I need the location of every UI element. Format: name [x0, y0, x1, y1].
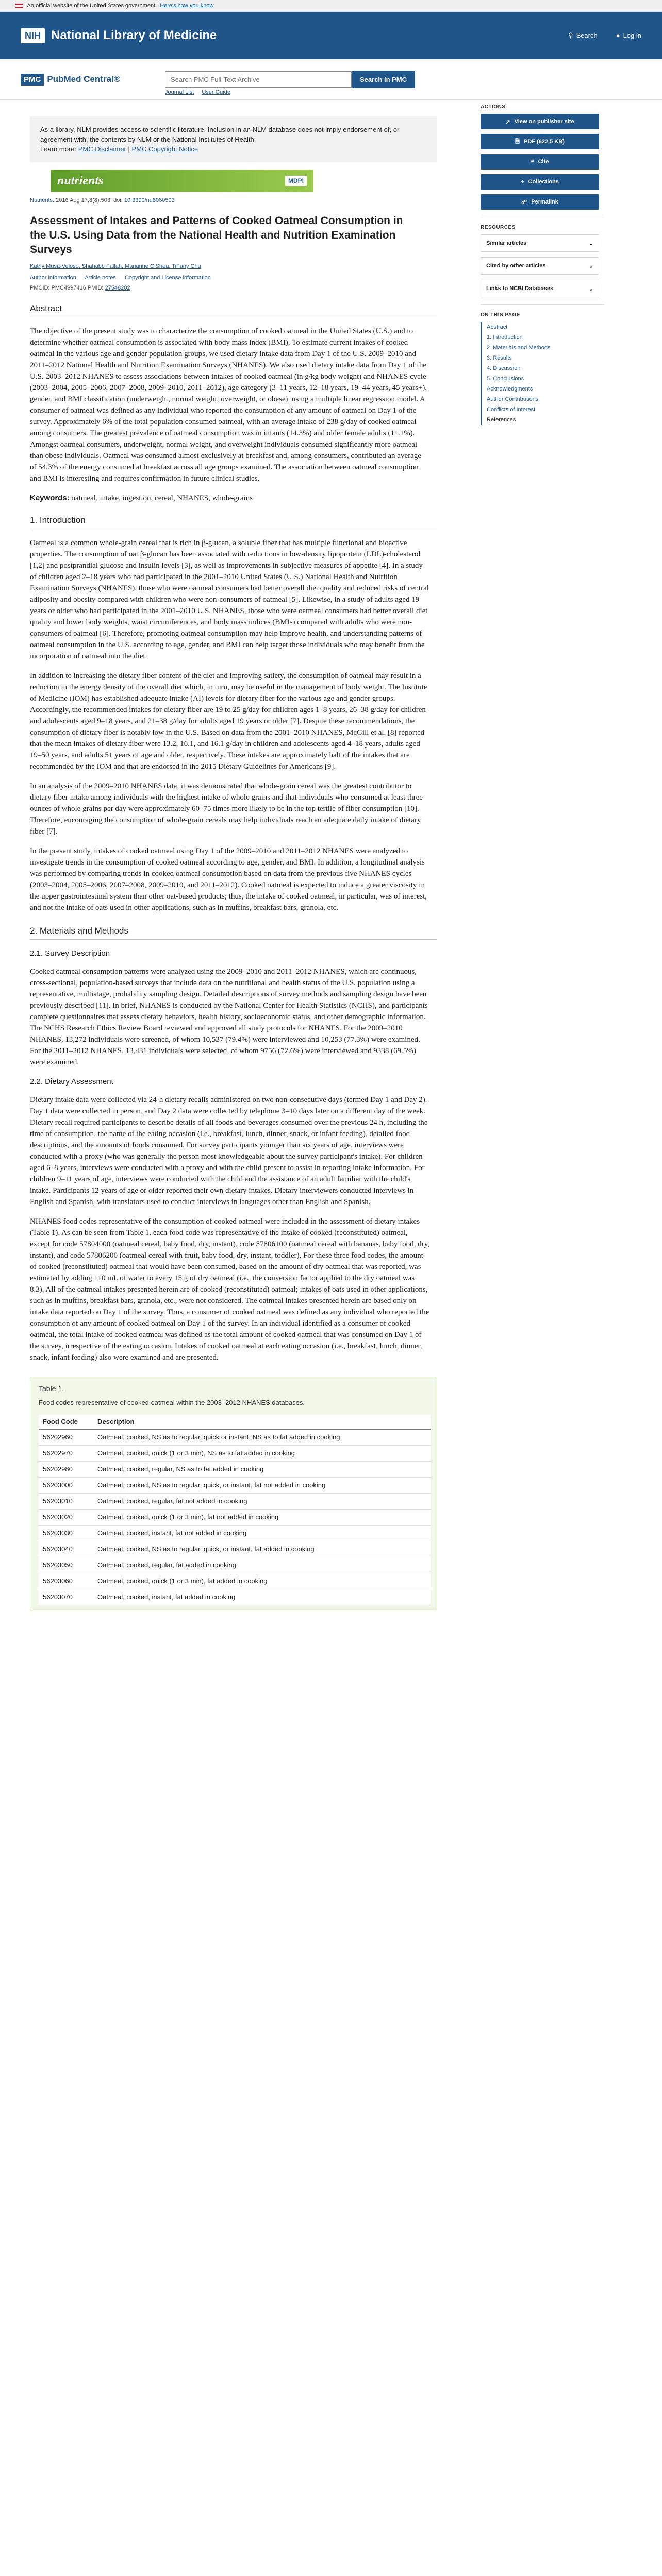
pdf-label: PDF (622.5 KB)	[524, 139, 565, 145]
gov-banner	[0, 0, 662, 12]
header-search-label: Search	[576, 31, 598, 39]
pmc-search-form	[165, 71, 415, 88]
cited-by-accordion[interactable]	[481, 257, 599, 275]
table-row	[39, 1573, 431, 1589]
header-login-button[interactable]	[616, 31, 641, 40]
keywords	[30, 494, 458, 503]
article-notes-link[interactable]: Article notes	[85, 275, 116, 281]
pmc-name: PubMed Central®	[47, 74, 121, 84]
dietary-paragraph: NHANES food codes representative of the consumption of cooked oatmeal were included in the assessment of dietary intakes (Table 1). As can be seen from Table 1, each food code was representative of the intake of cooked (reconstituted) oatmeal, except for code 57804000 (oatmeal cereal, baby food, dry, instant), code 57806100 (oatmeal cereal with bananas, baby food, dry, instant), and code 57806200 (oatmeal cereal with fruit, baby food, dry, instant, toddler). For these three food codes, the amount of cooked (reconstituted) oatmeal that would have been consumed, based on the amount of dry oatmeal that was reported, was estimated by adding 110 mL of water to every 15 g of dry oatmeal (i.e., the conversion factor applied to the dry oatmeal was 8.3). All of the oatmeal intakes presented herein are of cooked (reconstituted) oatmeal; intakes of oats used in other applications, such as in muffins, breakfast bars, granola, etc., were not considered. The oatmeal intakes presented herein are based only on intake data reported on Day 1 of the survey. Thus, a consumer of cooked oatmeal was defined as any individual who reported the consumption of any amount of cooked oatmeal on Day 1 of the survey. In an individual identified as a consumer of cooked oatmeal, the total intake of cooked oatmeal was defined as the total amount of cooked oatmeal that was consumed on Day 1 of the survey, irrespective of the eating occasion. Intakes of cooked oatmeal at each eating occasion (i.e., breakfast, lunch, dinner, snack, infant feeding) also were examined and are presented.	[30, 1217, 429, 1362]
description-cell: Oatmeal, cooked, instant, fat added in cooking	[93, 1589, 431, 1605]
author-information-link[interactable]: Author information	[30, 275, 76, 281]
article-meta-links	[30, 275, 458, 281]
table-row	[39, 1478, 431, 1494]
survey-paragraph: Cooked oatmeal consumption patterns were analyzed using the 2009–2010 and 2011–2012 NHANES, which are continuous, cross-sectional, population-based surveys that include data on the nutritional and health status of the U.S. population using a representative, multistage, probability sampling design. Detailed descriptions of survey methods and sampling design have been previously described [11]. In brief, NHANES is conducted by the National Center for Health Statistics (NCHS), and participants complete questionnaires that assess dietary behaviors, health history, socioeconomic status, and other demographic information. The NCHS Research Ethics Review Board reviewed and approved all study protocols for NHANES. For the 2009–2010 NHANES, 13,272 individuals were screened, of whom 10,537 (79.4%) were interviewed and 10,253 (77.3%) were examined. For the 2011–2012 NHANES, 13,431 individuals were selected, of whom 9756 (72.6%) were interviewed and 9338 (69.5%) were examined.	[30, 968, 428, 1066]
intro-paragraph: In addition to increasing the dietary fiber content of the diet and improving satiety, the consumption of oatmeal may result in a reduction in the energy density of the overall diet which, in turn, may be useful in the management of body weight. The Institute of Medicine (IOM) has established adequate intake (AI) levels for dietary fiber for the various age and gender groups. Accordingly, the recommended intakes for dietary fiber are 19 to 25 g/day for children ages 1–8 years, 26–38 g/day for children and adolescents aged 9–18 years, and 21–38 g/day for adults aged 19 years or older [7]. Despite these recommendations, the consumption of dietary fiber is notably low in the U.S. Based on data from the 2001–2010 NHANES, McGill et al. [8] reported that the mean intakes of dietary fiber were 13.2, 16.1, and 16.1 g/day in children and adolescents aged 4–18 years, adults aged 19–50 years, and adults 51 years of age and older, respectively. These intakes are approximately half of the intakes that are recommended by the IOM and that are endorsed in the 2015 Dietary Guidelines for Americans [9].	[30, 672, 427, 771]
table-header-row	[39, 1415, 431, 1429]
collections-label: Collections	[528, 179, 559, 185]
toc-item[interactable]: 5. Conclusions	[487, 376, 524, 382]
table-row	[39, 1526, 431, 1541]
author-list[interactable]: Kathy Musa-Veloso, Shahabb Fallah, Marianne O'Shea, TiFany Chu	[30, 263, 201, 269]
food-code-cell: 56203000	[39, 1478, 93, 1494]
description-cell: Oatmeal, cooked, regular, fat not added in cooking	[93, 1494, 431, 1510]
how-you-know-link[interactable]: Here's how you know	[160, 3, 214, 9]
keywords-text: oatmeal, intake, ingestion, cereal, NHANES, whole-grains	[69, 494, 253, 502]
description-cell: Oatmeal, cooked, NS as to regular, quick or instant; NS as to fat added in cooking	[93, 1429, 431, 1446]
pmc-badge: PMC	[21, 74, 44, 86]
pdf-button[interactable]	[481, 134, 599, 149]
on-this-page-heading: ON THIS PAGE	[481, 312, 520, 318]
doi-link[interactable]: 10.3390/nu8080503	[124, 197, 175, 204]
journal-list-link[interactable]: Journal List	[165, 89, 194, 95]
toc-item[interactable]: 1. Introduction	[487, 334, 523, 341]
abstract-text: The objective of the present study was to characterize the consumption of cooked oatmeal in the United States (U.S.) and to determine whether oatmeal consumption is associated with body mass index (BMI). To estimate current intakes of cooked oatmeal in the various age and gender population groups, we used dietary intake data from Day 1 of the U.S. 2009–2010 and 2011–2012 National Health and Nutrition Examination Surveys (NHANES). We also used dietary intake data from Day 1 of the U.S. 2003–2012 NHANES to assess associations between intakes of cooked oatmeal (in g/kg body weight) and NHANES cycle (2003–2004, 2005–2006, 2007–2008, 2009–2010, 2011–2012), age category (3–11 years, 12–18 years, 19–44 years, 45 years+), gender, and BMI classification (underweight, normal weight, overweight, or obese), using a multiple linear regression model. A consumer of oatmeal was defined as any individual who reported the consumption of any amount of oatmeal on Day 1 of the survey. Approximately 6% of the total population consumed oatmeal, with an average intake of 238 g/day of cooked oatmeal among consumers. The greatest prevalence of oatmeal consumption was in infants (14.3%) and older female adults (11.1%). Amongst oatmeal consumers, underweight, normal weight, and overweight individuals consumed significantly more oatmeal than obese individuals. Oatmeal was consumed almost exclusively at breakfast and, among consumers, contributed an average of 54.3% of the energy consumed at breakfast across all age groups examined. The association between oatmeal consumption and BMI is interesting and requires confirmation in future clinical studies.	[30, 327, 427, 483]
external-link-icon: ↗	[505, 118, 510, 125]
header-search-button[interactable]	[568, 31, 598, 40]
user-icon: ●	[616, 31, 620, 39]
document-icon: 🗎	[515, 138, 520, 145]
materials-methods-heading: 2. Materials and Methods	[30, 926, 437, 940]
disclaimer-text: As a library, NLM provides access to scientific literature. Inclusion in an NLM database does not imply endorsement of, or agreement with, the contents by NLM or the National Institutes of Health.	[40, 126, 400, 143]
disclaimer-separator: |	[128, 145, 130, 153]
journal-citation-link[interactable]: Nutrients	[30, 197, 53, 204]
description-cell: Oatmeal, cooked, quick (1 or 3 min), NS as to fat added in cooking	[93, 1446, 431, 1462]
table-of-contents	[481, 322, 609, 425]
food-code-cell: 56203010	[39, 1494, 93, 1510]
toc-item[interactable]: References	[487, 417, 516, 423]
food-code-cell: 56202970	[39, 1446, 93, 1462]
description-cell: Oatmeal, cooked, NS as to regular, quick, or instant, fat not added in cooking	[93, 1478, 431, 1494]
table-row	[39, 1446, 431, 1462]
table-row	[39, 1429, 431, 1446]
survey-description-heading: 2.1. Survey Description	[30, 949, 110, 958]
similar-articles-accordion[interactable]	[481, 234, 599, 252]
description-cell: Oatmeal, cooked, quick (1 or 3 min), fat not added in cooking	[93, 1510, 431, 1526]
journal-banner[interactable]	[51, 170, 313, 192]
dietary-assessment-heading: 2.2. Dietary Assessment	[30, 1077, 113, 1086]
pmc-links	[165, 89, 237, 95]
pmc-logo[interactable]	[21, 74, 150, 86]
copyright-link[interactable]: Copyright and License information	[124, 275, 211, 281]
description-cell: Oatmeal, cooked, NS as to regular, quick, or instant, fat added in cooking	[93, 1541, 431, 1557]
food-code-cell: 56202960	[39, 1429, 93, 1446]
keywords-label: Keywords:	[30, 494, 70, 502]
table-1-label: Table 1.	[39, 1384, 64, 1393]
food-code-cell: 56203030	[39, 1526, 93, 1541]
introduction-heading: 1. Introduction	[30, 515, 437, 529]
food-codes-table	[39, 1415, 431, 1605]
ncbi-links-accordion[interactable]	[481, 280, 599, 297]
learn-more-label: Learn more:	[40, 145, 77, 153]
chevron-down-icon: ⌄	[588, 263, 593, 269]
article-title: Assessment of Intakes and Patterns of Cooked Oatmeal Consumption in the U.S. Using Data from the National Health and Nutrition Examination Surveys	[30, 215, 403, 256]
toc-item[interactable]: 3. Results	[487, 355, 512, 361]
table-row	[39, 1541, 431, 1557]
description-cell: Oatmeal, cooked, instant, fat not added in cooking	[93, 1526, 431, 1541]
header-login-label: Log in	[623, 31, 641, 39]
food-code-cell: 56203050	[39, 1557, 93, 1573]
abstract-heading: Abstract	[30, 303, 437, 317]
disclaimer-box	[30, 116, 437, 162]
pmc-disclaimer-link[interactable]: PMC Disclaimer	[78, 145, 126, 153]
cited-by-label: Cited by other articles	[486, 263, 546, 269]
column-header: Description	[93, 1415, 431, 1429]
pmc-search-input[interactable]	[165, 71, 352, 88]
description-cell: Oatmeal, cooked, regular, fat added in cooking	[93, 1557, 431, 1573]
permalink-button[interactable]	[481, 194, 599, 210]
pmc-copyright-link[interactable]: PMC Copyright Notice	[131, 145, 198, 153]
toc-item[interactable]: Conflicts of Interest	[487, 406, 536, 413]
toc-item[interactable]: 2. Materials and Methods	[487, 345, 551, 351]
quote-icon: ❝	[531, 159, 534, 165]
food-code-cell: 56203070	[39, 1589, 93, 1605]
us-flag-icon	[15, 4, 23, 8]
intro-paragraph: In the present study, intakes of cooked oatmeal using Day 1 of the 2009–2010 and 2011–2012 NHANES were analyzed to investigate trends in the consumption of cooked oatmeal according to age, gender, and BMI. In addition, a longitudinal analysis was performed by comparing trends in cooked oatmeal consumption based on data from the previous five NHANES cycles (2003–2004, 2005–2006, 2007–2008, 2009–2010, and 2011–2012). Cooked oatmeal is expected to induce a greater viscosity in the upper gastrointestinal system than other oat-based products; thus, the intake of cooked oatmeal, in particular, was of interest, and not the intake of oats used in other applications, such as in muffins, breakfast bars, granola, etc.	[30, 847, 427, 912]
view-publisher-label: View on publisher site	[514, 118, 574, 125]
pmc-search-button[interactable]: Search in PMC	[352, 71, 415, 88]
nih-logo[interactable]: NIH	[21, 28, 45, 43]
chevron-down-icon: ⌄	[588, 240, 593, 247]
collections-button[interactable]	[481, 174, 599, 190]
description-cell: Oatmeal, cooked, regular, NS as to fat added in cooking	[93, 1462, 431, 1478]
chevron-down-icon: ⌄	[588, 285, 593, 292]
toc-item[interactable]: 4. Discussion	[487, 365, 521, 371]
pmc-bar	[0, 59, 662, 100]
pmid-link[interactable]: 27548202	[105, 285, 130, 291]
dietary-paragraph: Dietary intake data were collected via 24-h dietary recalls administered on two non-consecutive days (termed Day 1 and Day 2). Day 1 data were collected in person, and Day 2 data were collected by telephone 3–10 days later on a different day of the week. Dietary recall required participants to describe details of all foods and beverages consumed over the previous 24 h, including the time of consumption, the name of the eating occasion (i.e., breakfast, lunch, dinner, snack, or infant feeding), detailed food descriptions, and the amounts of foods consumed. For survey participants younger than six years of age, interviews were conducted with a proxy (who was generally the person most knowledgeable about the survey participant's intake). For children aged 6–8 years, interviews were conducted with a proxy and with the child present to assist in reporting intake information. For children 9–11 years of age, interviews were conducted with the child and the assistance of an adult familiar with the child's intake. Participants 12 years of age or older reported their own dietary intakes. Dietary interviewers conducted interviews in English and Spanish, with translators used to conduct interviews in languages other than English and Spanish.	[30, 1096, 428, 1206]
actions-heading: ACTIONS	[481, 104, 506, 110]
publisher-logo: MDPI	[285, 176, 307, 186]
food-code-cell: 56203060	[39, 1573, 93, 1589]
sidebar	[481, 100, 609, 1611]
food-code-cell: 56203020	[39, 1510, 93, 1526]
nlm-title[interactable]: National Library of Medicine	[51, 28, 217, 42]
view-publisher-button[interactable]	[481, 114, 599, 129]
description-cell: Oatmeal, cooked, quick (1 or 3 min), fat added in cooking	[93, 1573, 431, 1589]
cite-label: Cite	[538, 159, 549, 165]
similar-articles-label: Similar articles	[486, 240, 527, 246]
food-code-cell: 56203040	[39, 1541, 93, 1557]
sidebar-divider	[481, 304, 604, 305]
user-guide-link[interactable]: User Guide	[202, 89, 230, 95]
pmcid-text: PMCID: PMC4997416 PMID:	[30, 285, 105, 291]
share-icon: ☍	[521, 199, 527, 206]
table-row	[39, 1462, 431, 1478]
food-code-cell: 56202980	[39, 1462, 93, 1478]
cite-button[interactable]	[481, 154, 599, 170]
toc-item[interactable]: Acknowledgments	[487, 386, 533, 392]
table-1-caption: Food codes representative of cooked oatmeal within the 2003–2012 NHANES databases.	[39, 1399, 305, 1406]
article-ids	[30, 285, 458, 291]
nlm-header	[0, 12, 662, 59]
citation-line	[30, 197, 458, 204]
table-1-container	[30, 1377, 437, 1611]
gov-banner-text: An official website of the United States government	[27, 3, 156, 9]
intro-paragraph: In an analysis of the 2009–2010 NHANES data, it was demonstrated that whole-grain cereal was the greatest contributor to dietary fiber intake among individuals with the highest intake of whole grains and that individuals who consumed at least three ounces of whole grains per day were approximately 60–75 times more likely to be in the top tertile of fiber consumption [10]. Therefore, encouraging the consumption of whole-grain cereals may help individuals reach an adequate daily intake of dietary fiber [7].	[30, 782, 423, 836]
table-row	[39, 1494, 431, 1510]
ncbi-links-label: Links to NCBI Databases	[486, 285, 554, 292]
permalink-label: Permalink	[531, 199, 558, 205]
table-row	[39, 1510, 431, 1526]
toc-item[interactable]: Abstract	[487, 324, 508, 330]
citation-details: . 2016 Aug 17;8(8):503. doi:	[53, 197, 124, 204]
column-header: Food Code	[39, 1415, 93, 1429]
toc-item[interactable]: Author Contributions	[487, 396, 539, 402]
resources-heading: RESOURCES	[481, 225, 516, 230]
plus-icon: +	[521, 179, 524, 185]
main-content	[0, 100, 458, 1611]
table-row	[39, 1557, 431, 1573]
journal-name: nutrients	[57, 174, 104, 188]
search-icon: ⚲	[568, 31, 573, 39]
intro-paragraph: Oatmeal is a common whole-grain cereal that is rich in β-glucan, a soluble fiber that has multiple functional and bioactive properties. The consumption of oat β-glucan has been associated with reductions in low-density lipoprotein (LDL)-cholesterol [1,2] and postprandial glucose and insulin levels [3], as well as improvements in subjective measures of appetite [4]. In a study of children aged 2–18 years who had participated in the 2001–2010 United States (U.S.) National Health and Nutrition Examination Surveys (NHANES), those who were oatmeal consumers had better overall diet quality and reduced risks of central adiposity and obesity compared with children who were non-consumers of oatmeal [5]. Likewise, in a study of adults aged 19 years or older who had participated in the 2001–2010 U.S. NHANES, those who were oatmeal consumers had better overall diet quality and lower body weights, waist circumferences, and body mass indices (BMIs) compared with adults who were non-consumers of oatmeal [6]. Therefore, promoting oatmeal consumption may help improve health, and understanding patterns of oatmeal consumption in the U.S. according to age, gender, and BMI can help target those individuals who may benefit from the incorporation of oatmeal into the diet.	[30, 539, 429, 660]
table-row	[39, 1589, 431, 1605]
